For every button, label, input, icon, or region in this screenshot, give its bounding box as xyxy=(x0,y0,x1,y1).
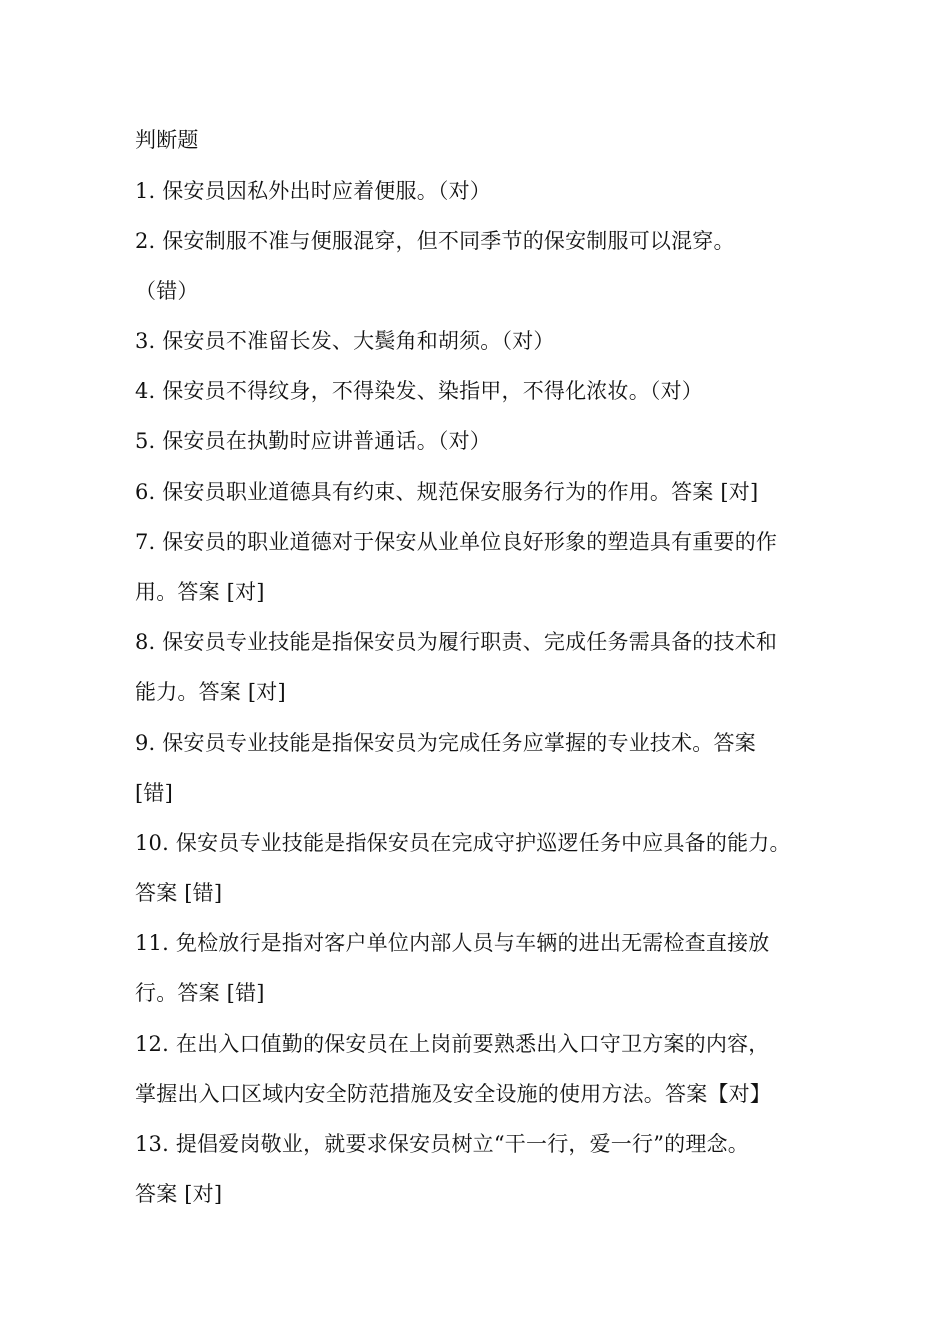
question-13-line-1: 13. 提倡爱岗敬业，就要求保安员树立“干一行，爱一行”的理念。 xyxy=(135,1132,749,1156)
question-9-line-2: [错] xyxy=(135,781,173,805)
question-11-line-2: 行。答案 [错] xyxy=(135,981,265,1005)
question-4: 4. 保安员不得纹身，不得染发、染指甲，不得化浓妆。（对） xyxy=(135,379,704,403)
question-7-line-1: 7. 保安员的职业道德对于保安从业单位良好形象的塑造具有重要的作 xyxy=(135,530,778,554)
question-1: 1. 保安员因私外出时应着便服。（对） xyxy=(135,179,492,203)
question-12-line-1: 12. 在出入口值勤的保安员在上岗前要熟悉出入口守卫方案的内容， xyxy=(135,1032,770,1056)
question-6: 6. 保安员职业道德具有约束、规范保安服务行为的作用。答案 [对] xyxy=(135,480,759,504)
section-heading: 判断题 xyxy=(135,128,199,152)
question-2-line-2: （错） xyxy=(135,279,199,303)
question-7-line-2: 用。答案 [对] xyxy=(135,580,265,604)
question-11-line-1: 11. 免检放行是指对客户单位内部人员与车辆的进出无需检查直接放 xyxy=(135,931,770,955)
question-8-line-1: 8. 保安员专业技能是指保安员为履行职责、完成任务需具备的技术和 xyxy=(135,630,778,654)
question-9-line-1: 9. 保安员专业技能是指保安员为完成任务应掌握的专业技术。答案 xyxy=(135,731,756,755)
question-12-line-2: 掌握出入口区域内安全防范措施及安全设施的使用方法。答案【对】 xyxy=(135,1082,771,1106)
question-13-line-2: 答案 [对] xyxy=(135,1182,223,1206)
question-10-line-1: 10. 保安员专业技能是指保安员在完成守护巡逻任务中应具备的能力。 xyxy=(135,831,791,855)
question-3: 3. 保安员不准留长发、大鬓角和胡须。（对） xyxy=(135,329,555,353)
question-10-line-2: 答案 [错] xyxy=(135,881,223,905)
question-8-line-2: 能力。答案 [对] xyxy=(135,680,286,704)
question-2-line-1: 2. 保安制服不准与便服混穿，但不同季节的保安制服可以混穿。 xyxy=(135,229,735,253)
question-5: 5. 保安员在执勤时应讲普通话。（对） xyxy=(135,429,492,453)
